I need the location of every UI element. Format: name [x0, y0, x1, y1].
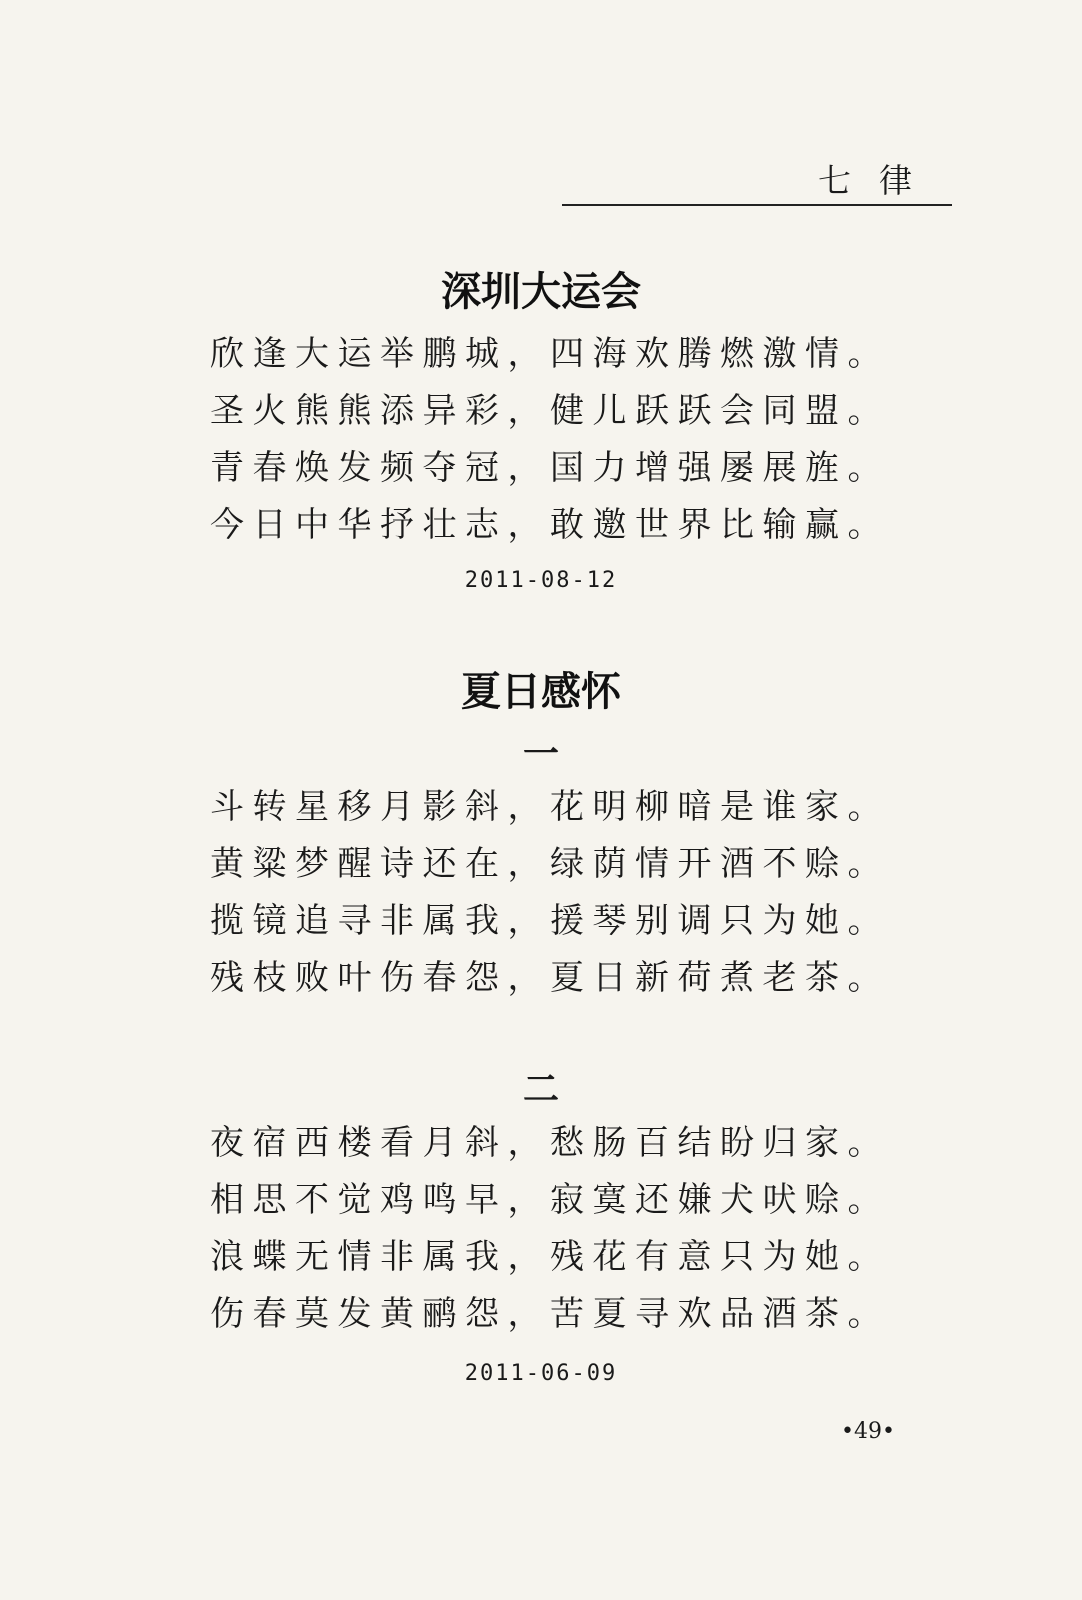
- running-head: [562, 160, 952, 206]
- section-number: 二: [522, 1069, 559, 1110]
- poem-body: [210, 1115, 890, 1343]
- poem-body: [210, 779, 890, 1007]
- poem-line: 青春焕发频夺冠，国力增强屡展旌。: [210, 448, 890, 488]
- poem-line: 相思不觉鸡鸣早，寂寞还嫌犬吠赊。: [210, 1180, 890, 1220]
- poem-line: 黄粱梦醒诗还在，绿荫情开酒不赊。: [210, 844, 890, 884]
- poem-date: 2011-06-09: [464, 1361, 618, 1386]
- poem-body: [210, 326, 890, 554]
- running-head-label: 七律: [818, 161, 940, 200]
- poem-line: 夜宿西楼看月斜，愁肠百结盼归家。: [210, 1123, 890, 1163]
- poem-title: 夏日感怀: [461, 669, 621, 715]
- poem-line: 圣火熊熊添异彩，健儿跃跃会同盟。: [210, 391, 890, 431]
- poem-line: 伤春莫发黄鹂怨，苦夏寻欢品酒茶。: [210, 1294, 890, 1334]
- poem-line: 浪蝶无情非属我，残花有意只为她。: [210, 1237, 890, 1277]
- poem-date: 2011-08-12: [464, 568, 618, 593]
- poem-line: 揽镜追寻非属我，援琴别调只为她。: [210, 901, 890, 941]
- poem-line: 斗转星移月影斜，花明柳暗是谁家。: [210, 787, 890, 827]
- poem-line: 残枝败叶伤春怨，夏日新荷煮老茶。: [210, 958, 890, 998]
- section-number: 一: [522, 734, 559, 775]
- page-number: •49•: [841, 1419, 895, 1444]
- running-head-rule: [562, 204, 952, 206]
- poem-title: 深圳大运会: [441, 269, 641, 315]
- poem-line: 今日中华抒壮志，敢邀世界比输赢。: [210, 505, 890, 545]
- poem-line: 欣逢大运举鹏城，四海欢腾燃激情。: [210, 334, 890, 374]
